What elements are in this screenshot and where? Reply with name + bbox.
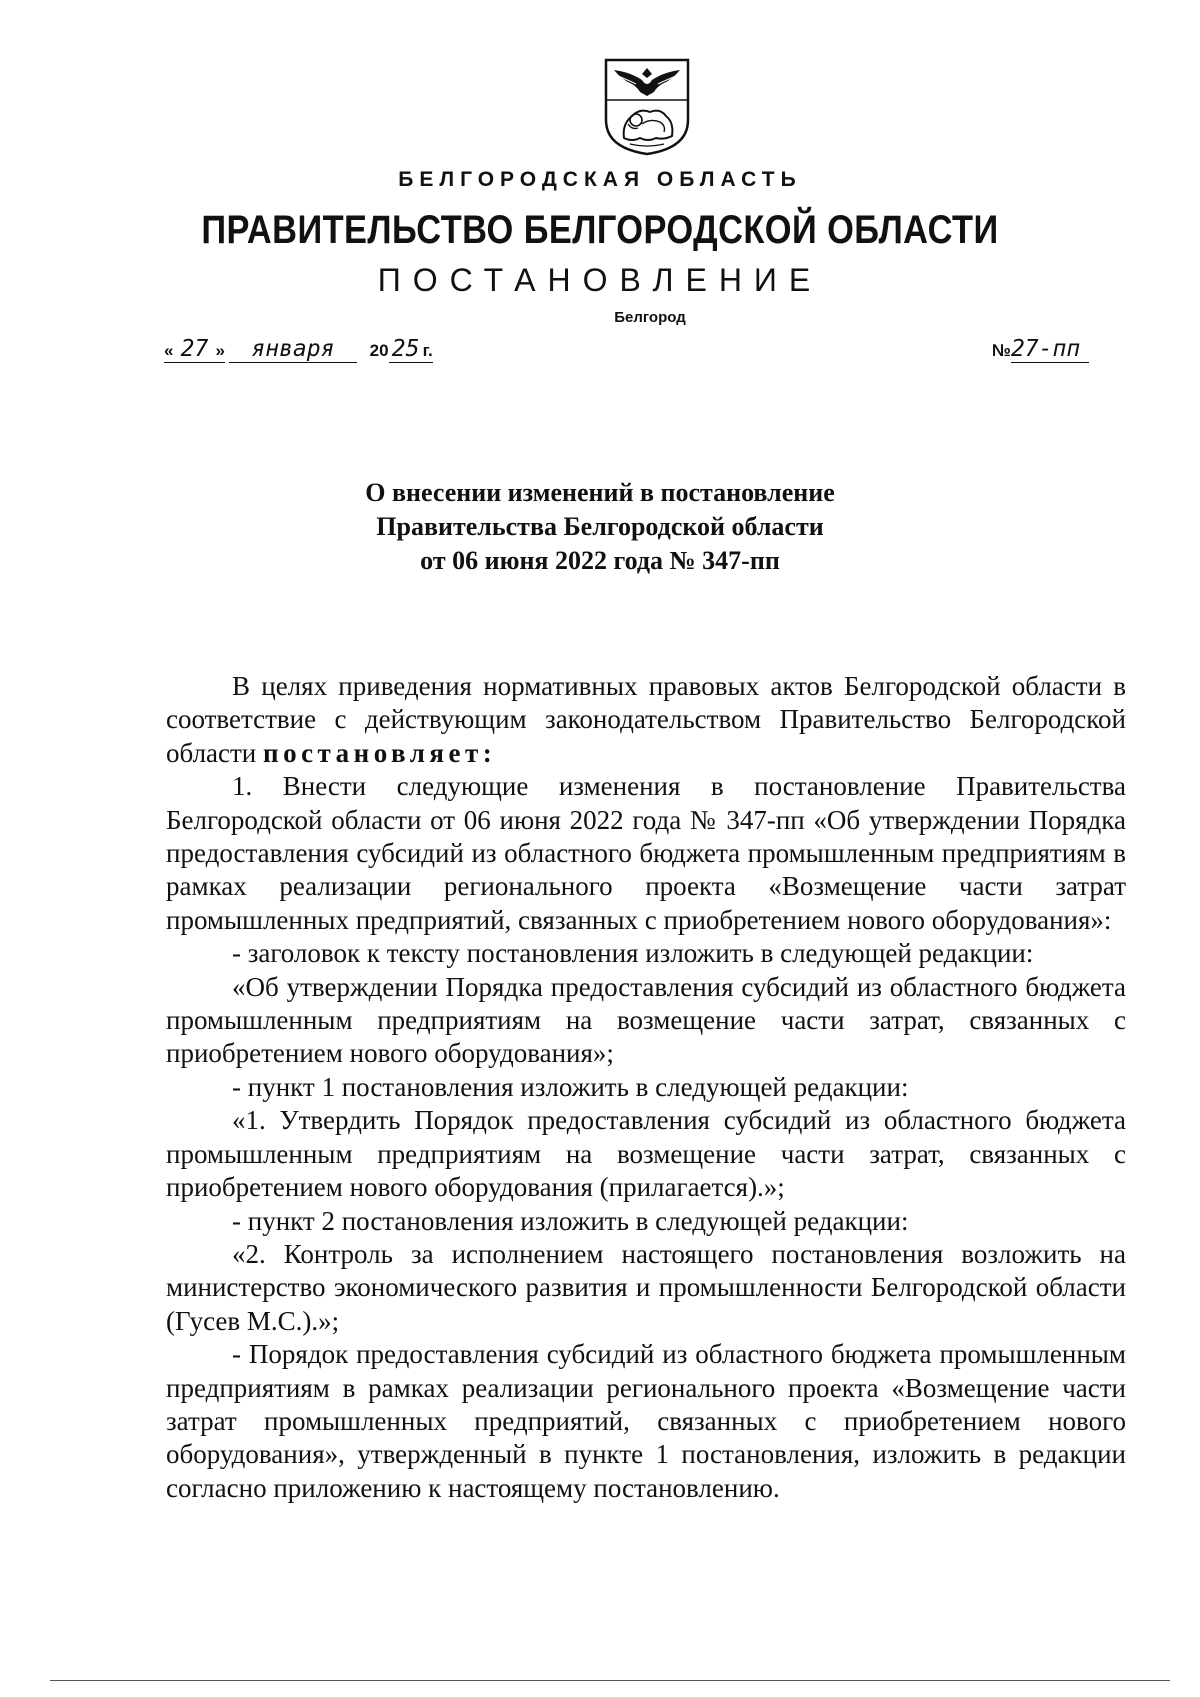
- date-year-group: 25 г.: [389, 336, 433, 363]
- title-line-1: О внесении изменений в постановление: [365, 478, 835, 507]
- document-body: [166, 670, 1126, 1505]
- region-name: БЕЛГОРОДСКАЯ ОБЛАСТЬ: [398, 168, 802, 191]
- paragraph-point-1-change: - пункт 1 постановления изложить в следующей редакции:: [232, 1071, 909, 1102]
- paragraph-heading-text: «Об утверждении Порядка предоставления субсидий из областного бюджета промышленным предприятиям на возмещение части затрат, связанных с приобретением нового оборудования»;: [166, 971, 1126, 1069]
- document-date: [164, 336, 433, 363]
- city-name: Белгород: [614, 309, 686, 326]
- paragraph-point-1-text: «1. Утвердить Порядок предоставления субсидий из областного бюджета промышленным предприятиям на возмещение части затрат, связанных с приобретением нового оборудования (прилагается).»;: [166, 1105, 1126, 1203]
- paragraph-point-2-change: - пункт 2 постановления изложить в следующей редакции:: [232, 1205, 909, 1236]
- government-name: ПРАВИТЕЛЬСТВО БЕЛГОРОДСКОЙ ОБЛАСТИ: [201, 208, 999, 252]
- date-open-quote: « 27 »: [164, 336, 225, 362]
- number-label: №: [992, 341, 1011, 360]
- paragraph-point-2-text: «2. Контроль за исполнением настоящего постановления возложить на министерство экономического развития и промышленности Белгородской области (Гусев М.С.).»;: [166, 1238, 1126, 1336]
- document-type: ПОСТАНОВЛЕНИЕ: [377, 262, 823, 298]
- date-month: января: [229, 336, 357, 363]
- date-century: 20: [369, 341, 389, 360]
- paragraph-heading-change: - заголовок к тексту постановления изложить в следующей редакции:: [232, 938, 1034, 969]
- bottom-divider: [50, 1680, 1170, 1681]
- date-day: 27: [180, 336, 209, 362]
- title-line-3: от 06 июня 2022 года № 347-пп: [420, 546, 780, 575]
- paragraph-item-1: 1. Внести следующие изменения в постановление Правительства Белгородской области от 06 июня 2022 года № 347-пп «Об утверждении Порядка предоставления субсидий из областного бюджета промышленным предприятиям в рамках реализации регионального проекта «Возмещение части затрат промышленных предприятий, связанных с приобретением нового оборудования»:: [166, 771, 1126, 935]
- paragraph-order-change: - Порядок предоставления субсидий из областного бюджета промышленным предприятиям в рамках реализации регионального проекта «Возмещение части затрат промышленных предприятий, связанных с приобретением нового оборудования», утвержденный в пункте 1 постановления, изложить в редакции согласно приложению к настоящему постановлению.: [166, 1339, 1126, 1503]
- document-title: [200, 476, 1000, 578]
- coat-of-arms-icon: [602, 58, 692, 156]
- title-line-2: Правительства Белгородской области: [376, 512, 824, 541]
- paragraph-preamble: В целях приведения нормативных правовых актов Белгородской области в соответствие с действующим законодательством Правительство Белгородской области постановляет:: [166, 671, 1126, 768]
- number-value: 27-пп: [1011, 336, 1089, 363]
- date-year: 25: [391, 336, 420, 362]
- resolves-word: постановляет:: [263, 737, 497, 768]
- document-number: [992, 336, 1089, 363]
